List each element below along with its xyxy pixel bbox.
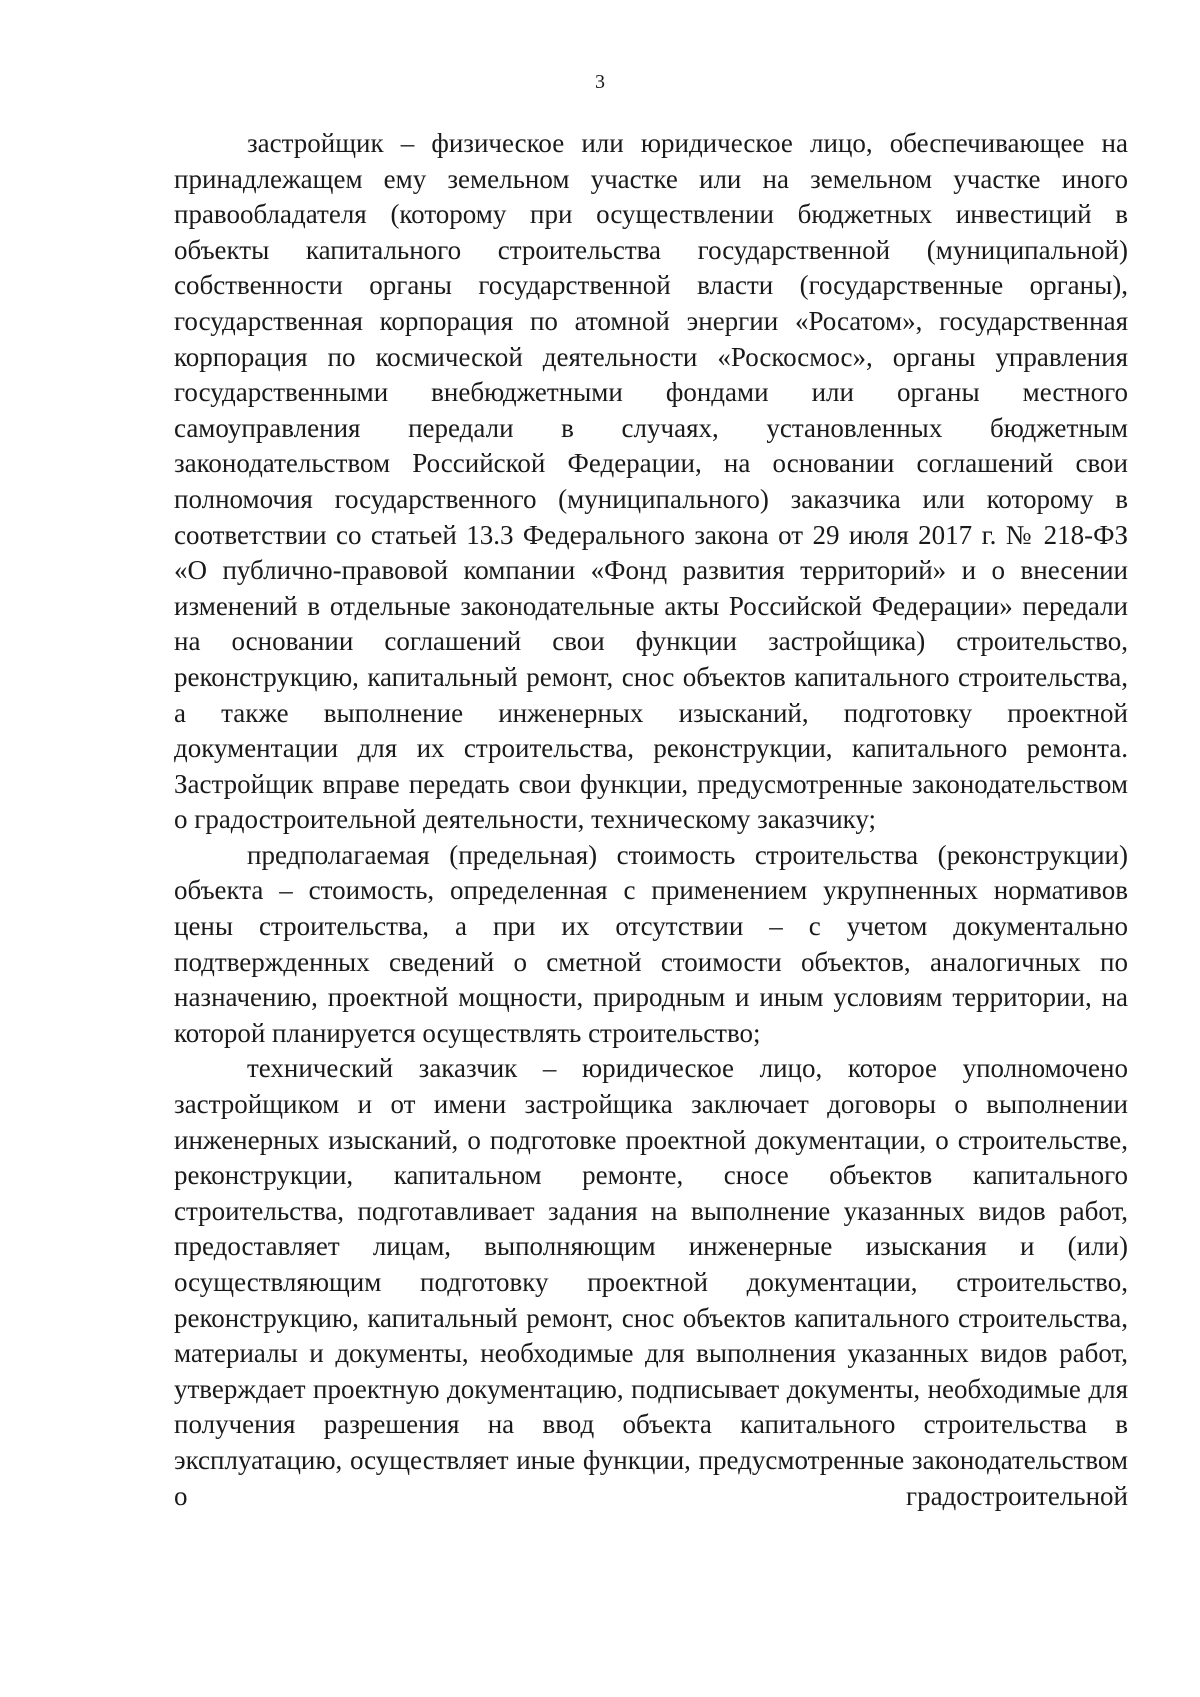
paragraph-estimated-cost-definition: предполагаемая (предельная) стоимость строительства (реконструкции) объекта – стоимость, определенная с применением укрупненных нормативов цены строительства, а при их отсутствии – с учетом документально подтвержденных сведений о сметной стоимости объектов, аналогичных по назначению, проектной мощности, природным и иным условиям территории, на которой планируется осуществлять строительство; [174, 839, 1128, 1048]
paragraph-developer-definition: застройщик – физическое или юридическое лицо, обеспечивающее на принадлежащем ему земельном участке или на земельном участке иного правообладателя (которому при осуществлении бюджетных инвестиций в объекты капитального строительства государственной (муниципальной) собственности органы государственной власти (государственные органы), государственная корпорация по атомной энергии «Росатом», государственная корпорация по космической деятельности «Роскосмос», органы управления государственными внебюджетными фондами или органы местного самоуправления передали в случаях, установленных бюджетным законодательством Российской Федерации, на основании соглашений свои полномочия государственного (муниципального) заказчика или которому в соответствии со статьей 13.3 Федерального закона от 29 июля 2017 г. № 218-ФЗ «О публично-правовой компании «Фонд развития территорий» и о внесении изменений в отдельные законодательные акты Российской Федерации» передали на основании соглашений свои функции застройщика) строительство, реконструкцию, капитальный ремонт, снос объектов капитального строительства, а также выполнение инженерных изысканий, подготовку проектной документации для их строительства, реконструкции, капитального ремонта. Застройщик вправе передать свои функции, предусмотренные законодательством о градостроительной деятельности, техническому заказчику; [174, 128, 1128, 835]
paragraph-technical-customer-definition: технический заказчик – юридическое лицо, которое уполномочено застройщиком и от имени застройщика заключает договоры о выполнении инженерных изысканий, о подготовке проектной документации, о строительстве, реконструкции, капитальном ремонте, сносе объектов капитального строительства, подготавливает задания на выполнение указанных видов работ, предоставляет лицам, выполняющим инженерные изыскания и (или) осуществляющим подготовку проектной документации, строительство, реконструкцию, капитальный ремонт, снос объектов капитального строительства, материалы и документы, необходимые для выполнения указанных видов работ, утверждает проектную документацию, подписывает документы, необходимые для получения разрешения на ввод объекта капитального строительства в эксплуатацию, осуществляет иные функции, предусмотренные законодательством о градостроительной [174, 1053, 1128, 1511]
document-body [174, 126, 1128, 1514]
page-number: 3 [595, 71, 605, 93]
